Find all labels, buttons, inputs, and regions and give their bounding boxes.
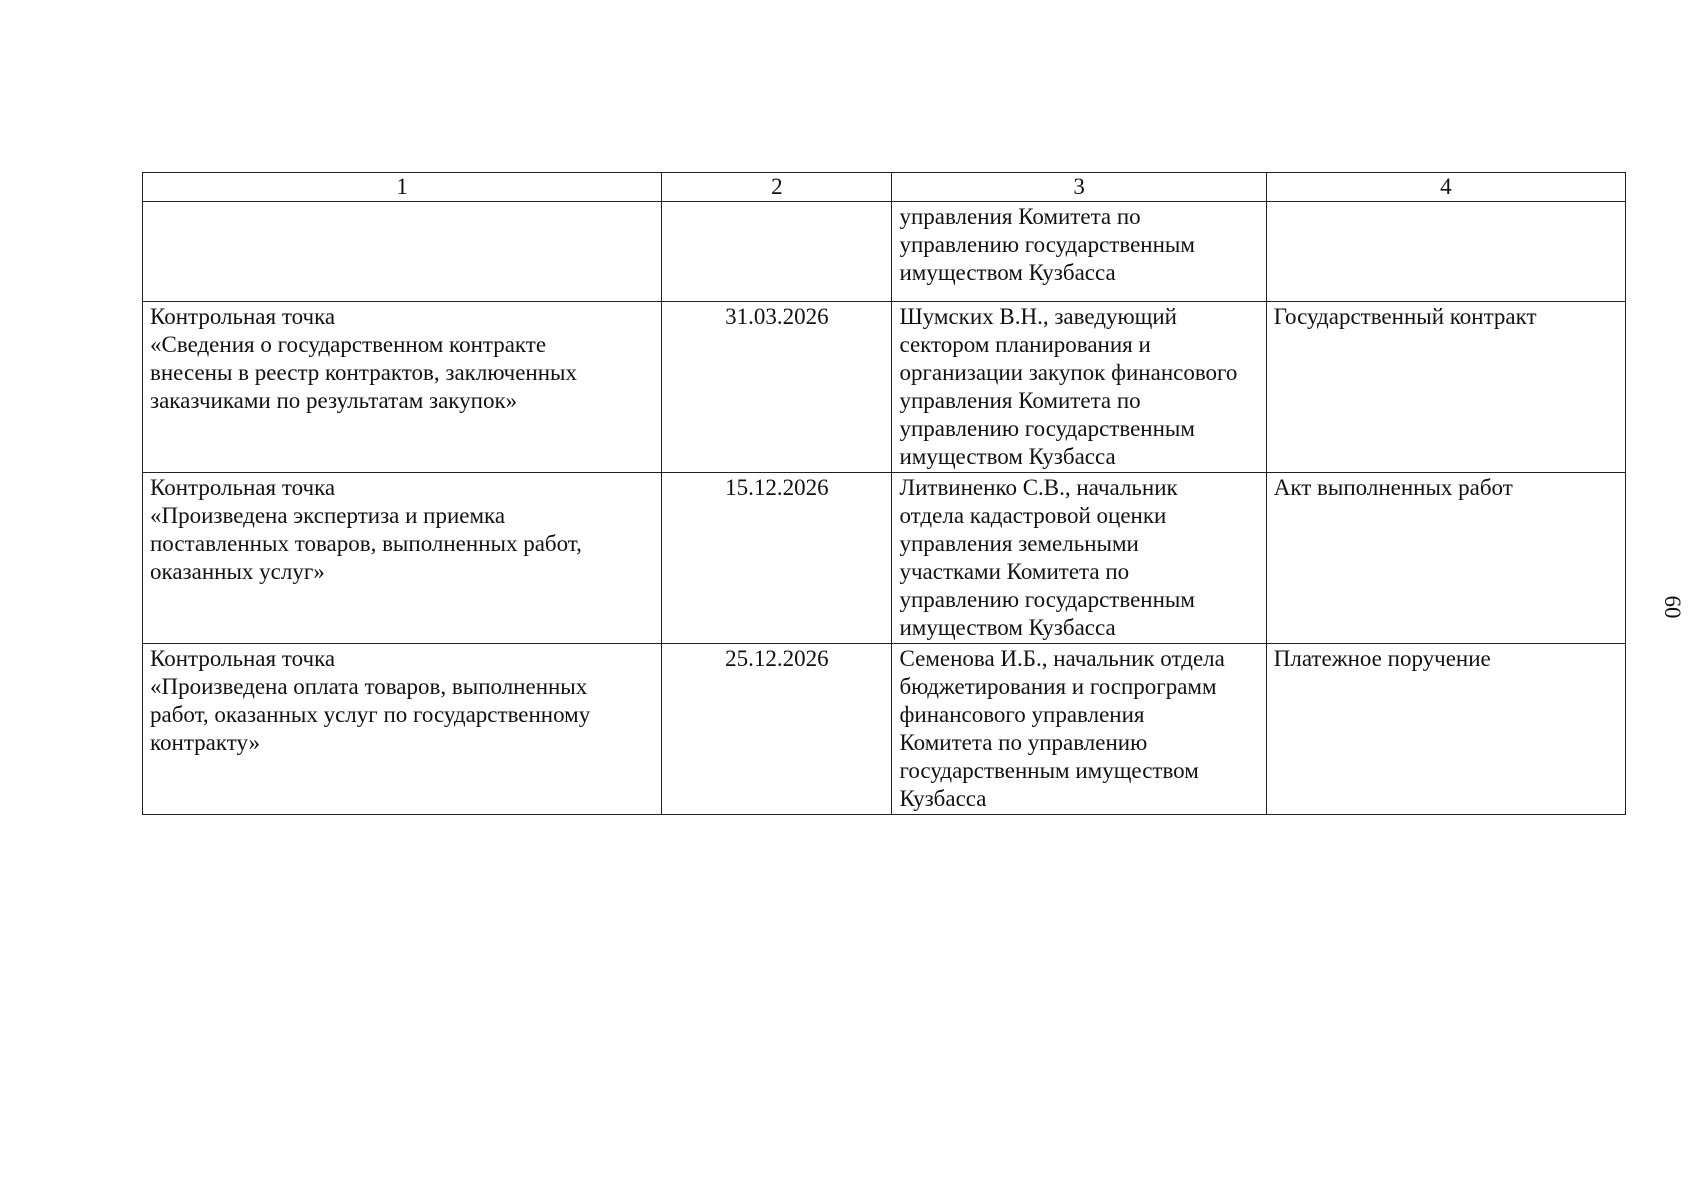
document-cell: Государственный контракт bbox=[1266, 302, 1625, 473]
control-points-table bbox=[142, 172, 1626, 815]
event-cell bbox=[143, 202, 662, 302]
date-cell bbox=[662, 202, 892, 302]
responsible-cell: управления Комитета по управлению государственным имуществом Кузбасса bbox=[892, 202, 1266, 302]
document-cell: Платежное поручение bbox=[1266, 644, 1625, 815]
page-number: 60 bbox=[1660, 595, 1685, 619]
table-row bbox=[143, 644, 1626, 815]
date-cell: 15.12.2026 bbox=[662, 473, 892, 644]
table-row bbox=[143, 302, 1626, 473]
column-header-4: 4 bbox=[1266, 173, 1625, 202]
date-cell: 25.12.2026 bbox=[662, 644, 892, 815]
document-cell bbox=[1266, 202, 1625, 302]
event-cell: Контрольная точка «Сведения о государственном контракте внесены в реестр контрактов, заключенных заказчиками по результатам закупок» bbox=[143, 302, 662, 473]
column-header-2: 2 bbox=[662, 173, 892, 202]
date-cell: 31.03.2026 bbox=[662, 302, 892, 473]
table-row bbox=[143, 473, 1626, 644]
responsible-cell: Шумских В.Н., заведующий сектором планирования и организации закупок финансового управления Комитета по управлению государственным имуществом Кузбасса bbox=[892, 302, 1266, 473]
event-cell: Контрольная точка «Произведена экспертиза и приемка поставленных товаров, выполненных работ, оказанных услуг» bbox=[143, 473, 662, 644]
table-row bbox=[143, 202, 1626, 302]
event-cell: Контрольная точка «Произведена оплата товаров, выполненных работ, оказанных услуг по государственному контракту» bbox=[143, 644, 662, 815]
column-header-3: 3 bbox=[892, 173, 1266, 202]
table-header-row bbox=[143, 173, 1626, 202]
document-cell: Акт выполненных работ bbox=[1266, 473, 1625, 644]
responsible-cell: Семенова И.Б., начальник отдела бюджетирования и госпрограмм финансового управления Комитета по управлению государственным имуществом Кузбасса bbox=[892, 644, 1266, 815]
responsible-cell: Литвиненко С.В., начальник отдела кадастровой оценки управления земельными участками Комитета по управлению государственным имуществом Кузбасса bbox=[892, 473, 1266, 644]
column-header-1: 1 bbox=[143, 173, 662, 202]
